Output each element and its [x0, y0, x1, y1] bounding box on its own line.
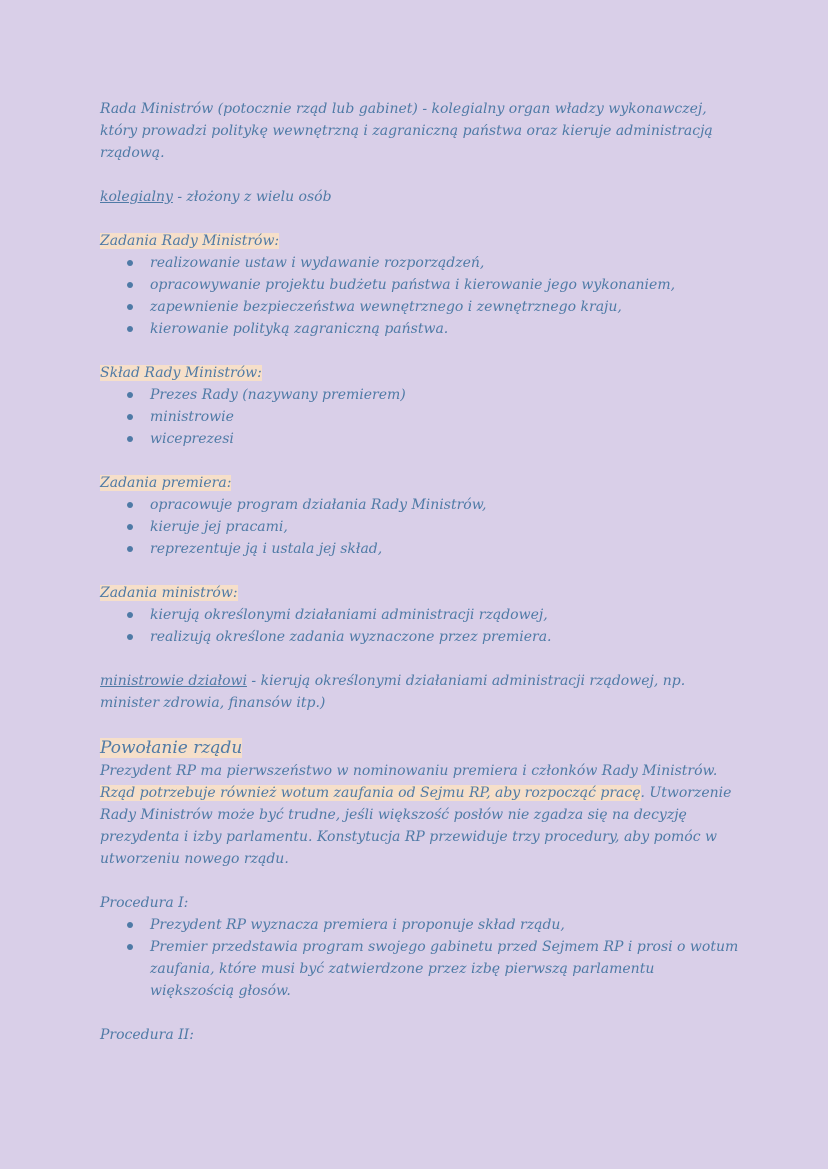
term-word: kolegialny: [100, 189, 173, 205]
tasks-list: [100, 252, 740, 340]
document-content: [100, 98, 740, 1046]
list-item: realizowanie ustaw i wydawanie rozporządzeń,: [100, 252, 740, 274]
list-item: wiceprezesi: [100, 428, 740, 450]
list-item: Premier przedstawia program swojego gabinetu przed Sejmem RP i prosi o wotum zaufania, które musi być zatwierdzone przez izbę pierwszą parlamentu większością głosów.: [100, 936, 740, 1002]
appointment-heading: Powołanie rządu: [100, 738, 243, 758]
list-item: ministrowie: [100, 406, 740, 428]
list-item: kierowanie polityką zagraniczną państwa.: [100, 318, 740, 340]
list-item: kieruje jej pracami,: [100, 516, 740, 538]
list-item: zapewnienie bezpieczeństwa wewnętrznego i zewnętrznego kraju,: [100, 296, 740, 318]
branch-term: ministrowie działowi: [100, 673, 247, 689]
procedure1-list: [100, 914, 740, 1002]
branch-ministers: [100, 670, 740, 714]
composition-heading: Skład Rady Ministrów:: [100, 365, 262, 381]
ministers-heading: Zadania ministrów:: [100, 585, 238, 601]
list-item: reprezentuje ją i ustala jej skład,: [100, 538, 740, 560]
procedure2-heading: Procedura II:: [100, 1027, 194, 1043]
list-item: kierują określonymi działaniami administracji rządowej,: [100, 604, 740, 626]
tasks-heading: Zadania Rady Ministrów:: [100, 233, 280, 249]
premier-heading: Zadania premiera:: [100, 475, 232, 491]
list-item: opracowywanie projektu budżetu państwa i kierowanie jego wykonaniem,: [100, 274, 740, 296]
intro-definition: Rada Ministrów (potocznie rząd lub gabinet) - kolegialny organ władzy wykonawczej, który prowadzi politykę wewnętrzną i zagraniczną państwa oraz kieruje administracją rządową.: [100, 101, 713, 161]
term-definition: - złożony z wielu osób: [172, 189, 332, 205]
appointment-highlight: Rząd potrzebuje również wotum zaufania od Sejmu RP, aby rozpocząć pracę: [100, 785, 641, 801]
list-item: realizują określone zadania wyznaczone przez premiera.: [100, 626, 740, 648]
branch-definition: - kierują określonymi działaniami administracji rządowej, np. minister zdrowia, finansów itp.): [100, 673, 686, 711]
list-item: Prezydent RP wyznacza premiera i proponuje skład rządu,: [100, 914, 740, 936]
list-item: opracowuje program działania Rady Ministrów,: [100, 494, 740, 516]
appointment-text: Prezydent RP ma pierwszeństwo w nominowaniu premiera i członków Rady Ministrów. Rząd potrzebuje również wotum zaufania od Sejmu RP, aby rozpocząć pracę. Utworzenie Rady Ministrów może być trudne, jeśli większość posłów nie zgadza się na decyzję prezydenta i izby parlamentu. Konstytucja RP przewiduje trzy procedury, aby pomóc w utworzeniu nowego rządu.: [100, 763, 732, 867]
list-item: Prezes Rady (nazywany premierem): [100, 384, 740, 406]
ministers-list: [100, 604, 740, 648]
term-kolegialny: [100, 186, 740, 208]
procedure1-heading: Procedura I:: [100, 895, 189, 911]
premier-list: [100, 494, 740, 560]
composition-list: [100, 384, 740, 450]
